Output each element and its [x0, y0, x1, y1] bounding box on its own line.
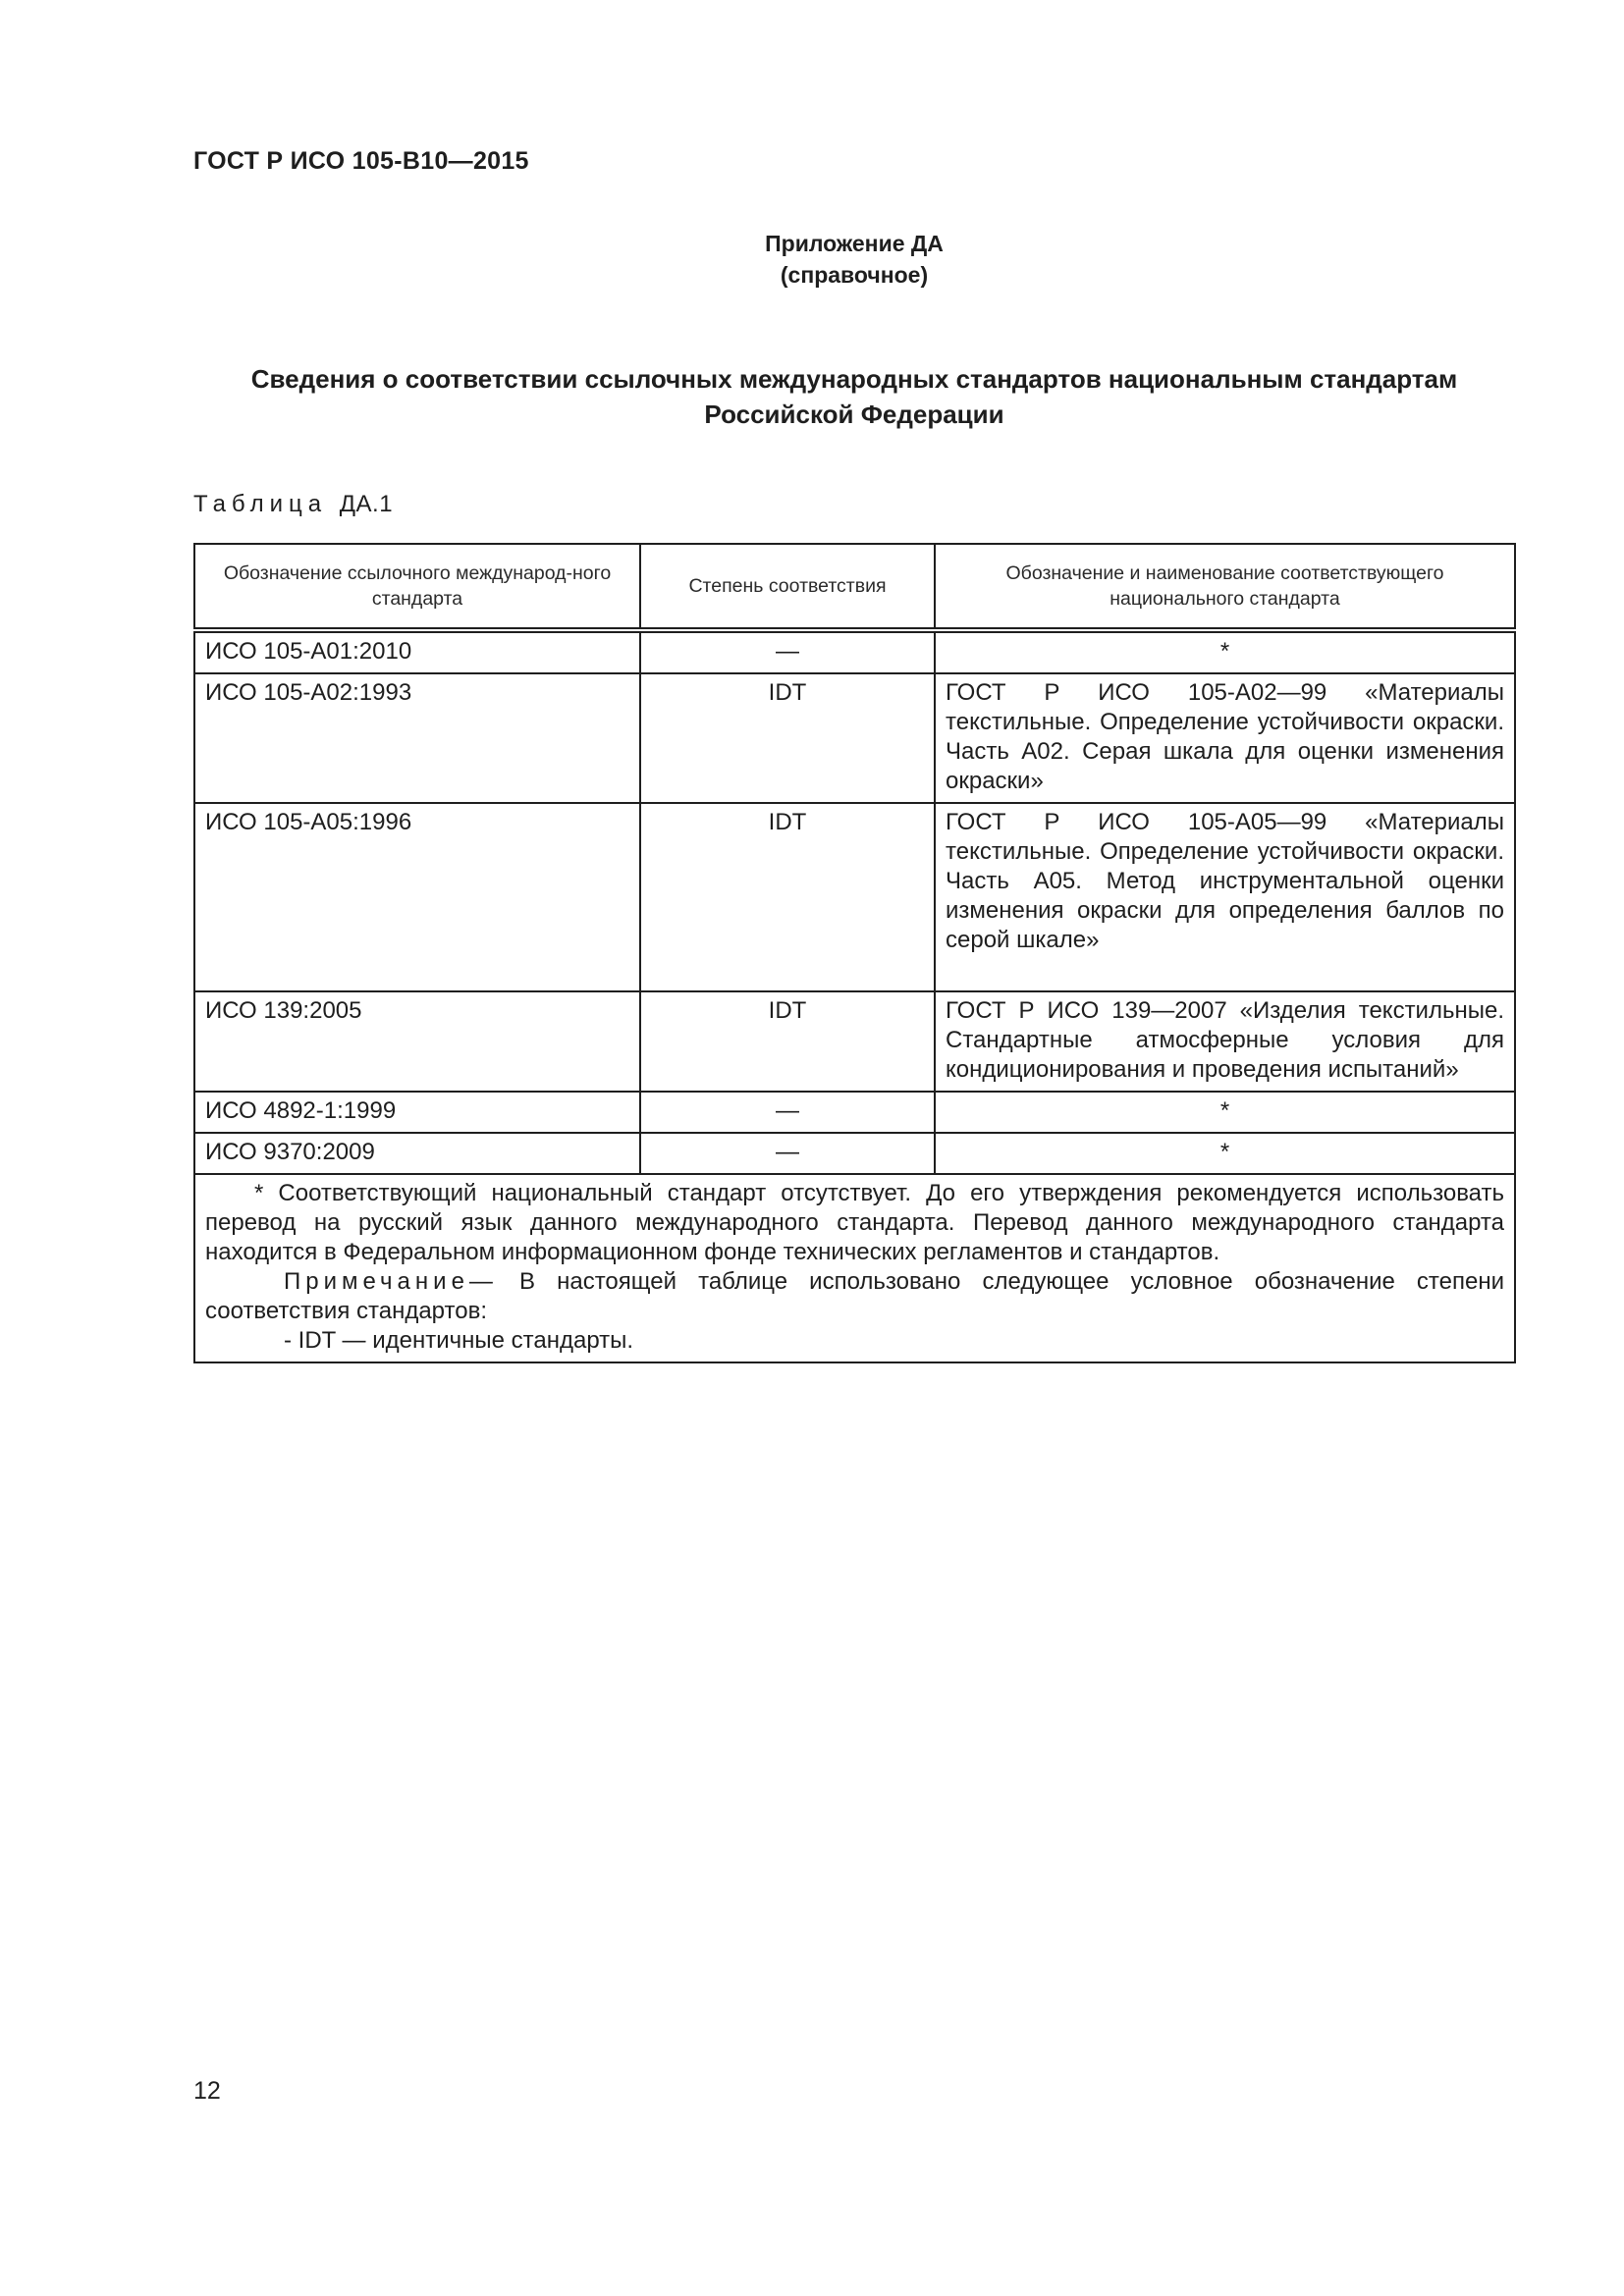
- table-footnote-row: [194, 1174, 1515, 1362]
- footnote-text: * Соответствующий национальный стандарт отсутствует. До его утверждения рекомендуется использовать перевод на русский язык данного международного стандарта. Перевод данного международного стандарта находится в Федеральном информационном фонде технических регламентов и стандартов.: [205, 1180, 1504, 1265]
- table-row: [194, 991, 1515, 1092]
- cell-national: *: [935, 630, 1515, 673]
- table-row: [194, 673, 1515, 803]
- cell-reference: ИСО 9370:2009: [194, 1133, 640, 1174]
- cell-national: *: [935, 1133, 1515, 1174]
- table-row: [194, 1092, 1515, 1133]
- cell-degree: IDT: [640, 803, 935, 991]
- table-caption: [193, 491, 393, 518]
- table-header-row: [194, 544, 1515, 630]
- standards-correspondence-table: [193, 543, 1516, 1363]
- cell-reference: ИСО 105-А01:2010: [194, 630, 640, 673]
- note-list-item: - IDT — идентичные стандарты.: [284, 1327, 634, 1354]
- table-caption-number: ДА.1: [339, 491, 394, 517]
- table-footnote: [194, 1174, 1515, 1362]
- page-number: 12: [193, 2077, 221, 2105]
- table-caption-word: Таблица: [193, 491, 328, 517]
- header-national-standard: Обозначение и наименование соответствующего национального стандарта: [935, 544, 1515, 630]
- cell-reference: ИСО 139:2005: [194, 991, 640, 1092]
- cell-degree: IDT: [640, 991, 935, 1092]
- header-reference-standard: Обозначение ссылочного международ-ного стандарта: [194, 544, 640, 630]
- cell-national: ГОСТ Р ИСО 105-А05—99 «Материалы текстильные. Определение устойчивости окраски. Часть А05. Метод инструментальной оценки изменения окраски для определения баллов по серой шкале»: [935, 803, 1515, 991]
- note-text: В настоящей таблице использовано следующее условное обозначение степени соответствия стандартов:: [205, 1268, 1504, 1324]
- note-label: Примечание—: [284, 1268, 498, 1295]
- table-row: [194, 1133, 1515, 1174]
- cell-national: *: [935, 1092, 1515, 1133]
- cell-degree: —: [640, 1133, 935, 1174]
- section-title-line-1: Сведения о соответствии ссылочных международных стандартов национальным стандартам: [250, 364, 1458, 394]
- cell-national: ГОСТ Р ИСО 105-А02—99 «Материалы текстильные. Определение устойчивости окраски. Часть А02. Серая шкала для оценки изменения окраски»: [935, 673, 1515, 803]
- cell-degree: IDT: [640, 673, 935, 803]
- cell-national: ГОСТ Р ИСО 139—2007 «Изделия текстильные. Стандартные атмосферные условия для кондиционирования и проведения испытаний»: [935, 991, 1515, 1092]
- cell-reference: ИСО 4892-1:1999: [194, 1092, 640, 1133]
- table-row: [194, 803, 1515, 991]
- appendix-status: (справочное): [780, 262, 929, 288]
- header-degree-of-conformity: Степень соответствия: [640, 544, 935, 630]
- section-title-line-2: Российской Федерации: [704, 400, 1004, 429]
- cell-degree: —: [640, 1092, 935, 1133]
- table-note: [205, 1267, 1504, 1326]
- cell-degree: —: [640, 630, 935, 673]
- appendix-heading: [0, 228, 1624, 291]
- cell-reference: ИСО 105-А05:1996: [194, 803, 640, 991]
- appendix-title: Приложение ДА: [765, 231, 944, 256]
- document-header: ГОСТ Р ИСО 105-B10—2015: [193, 147, 529, 175]
- cell-reference: ИСО 105-А02:1993: [194, 673, 640, 803]
- section-title: [147, 361, 1561, 432]
- table-row: [194, 630, 1515, 673]
